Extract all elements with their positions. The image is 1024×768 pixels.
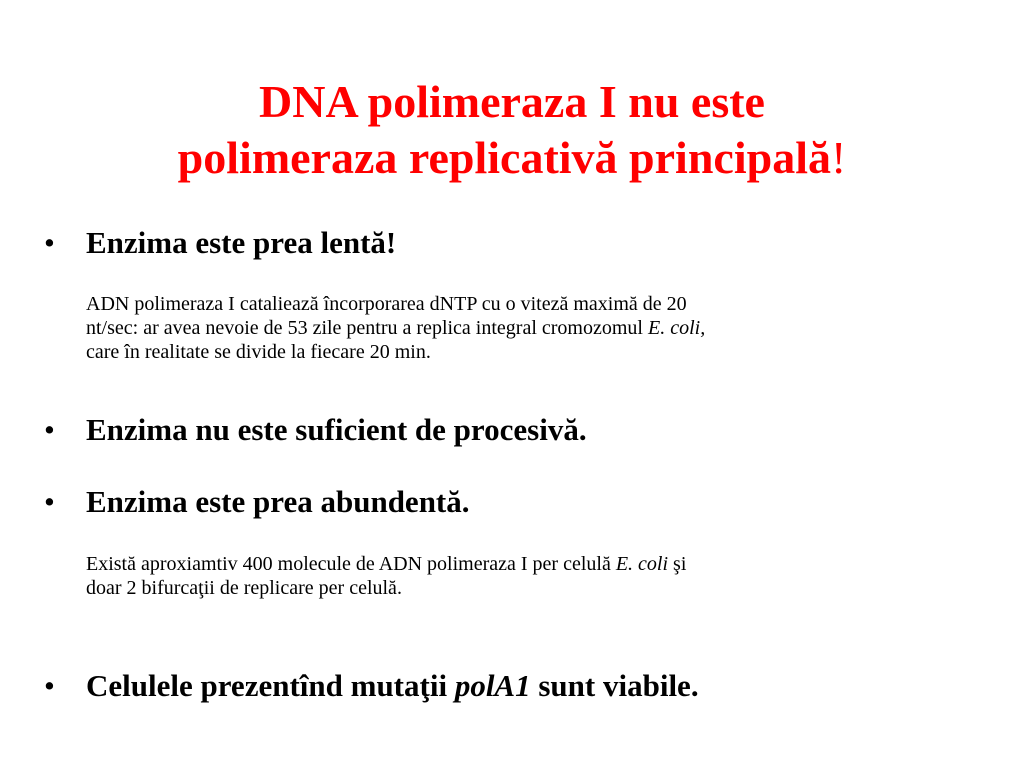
species-name: E. coli [615, 553, 669, 575]
detail-line: care în realitate se divide la fiecare 20 min. [86, 341, 431, 363]
bullet-marker: • [44, 412, 55, 447]
title-line-2-text: polimeraza replicativă principală [177, 132, 831, 183]
detail-text: şi [668, 553, 687, 575]
title-line-1: DNA polimeraza I nu este [259, 76, 765, 127]
bullet-text: Enzima nu este suficient de procesivă. [86, 412, 587, 447]
bullet-3-detail [86, 552, 986, 600]
detail-line [86, 552, 986, 576]
title-exclamation: ! [830, 132, 847, 183]
detail-line: doar 2 bifurcaţii de replicare per celulă. [86, 577, 402, 599]
title-line-2 [40, 130, 984, 186]
bullet-marker: • [44, 225, 55, 260]
detail-text: Există aproxiamtiv 400 molecule de ADN polimeraza I per celulă [86, 553, 616, 575]
bullet-text [86, 668, 699, 704]
detail-text: nt/sec: ar avea nevoie de 53 zile pentru a replica integral cromozomul [86, 317, 648, 339]
bullet-marker: • [44, 484, 55, 519]
bullet-marker: • [44, 668, 55, 703]
bullet-text: Enzima este prea abundentă. [86, 484, 470, 519]
slide-title [40, 74, 984, 186]
species-name: E. coli, [647, 317, 706, 339]
detail-line: ADN polimeraza I cataliează încorporarea dNTP cu o viteză maximă de 20 [86, 293, 687, 315]
bullet-text-part: Celulele prezentînd mutaţii [86, 668, 455, 703]
bullet-text-part: sunt viabile. [530, 668, 699, 703]
bullet-text: Enzima este prea lentă! [86, 225, 397, 260]
detail-line [86, 316, 986, 340]
gene-name: polA1 [454, 668, 531, 703]
bullet-1-detail [86, 292, 986, 364]
